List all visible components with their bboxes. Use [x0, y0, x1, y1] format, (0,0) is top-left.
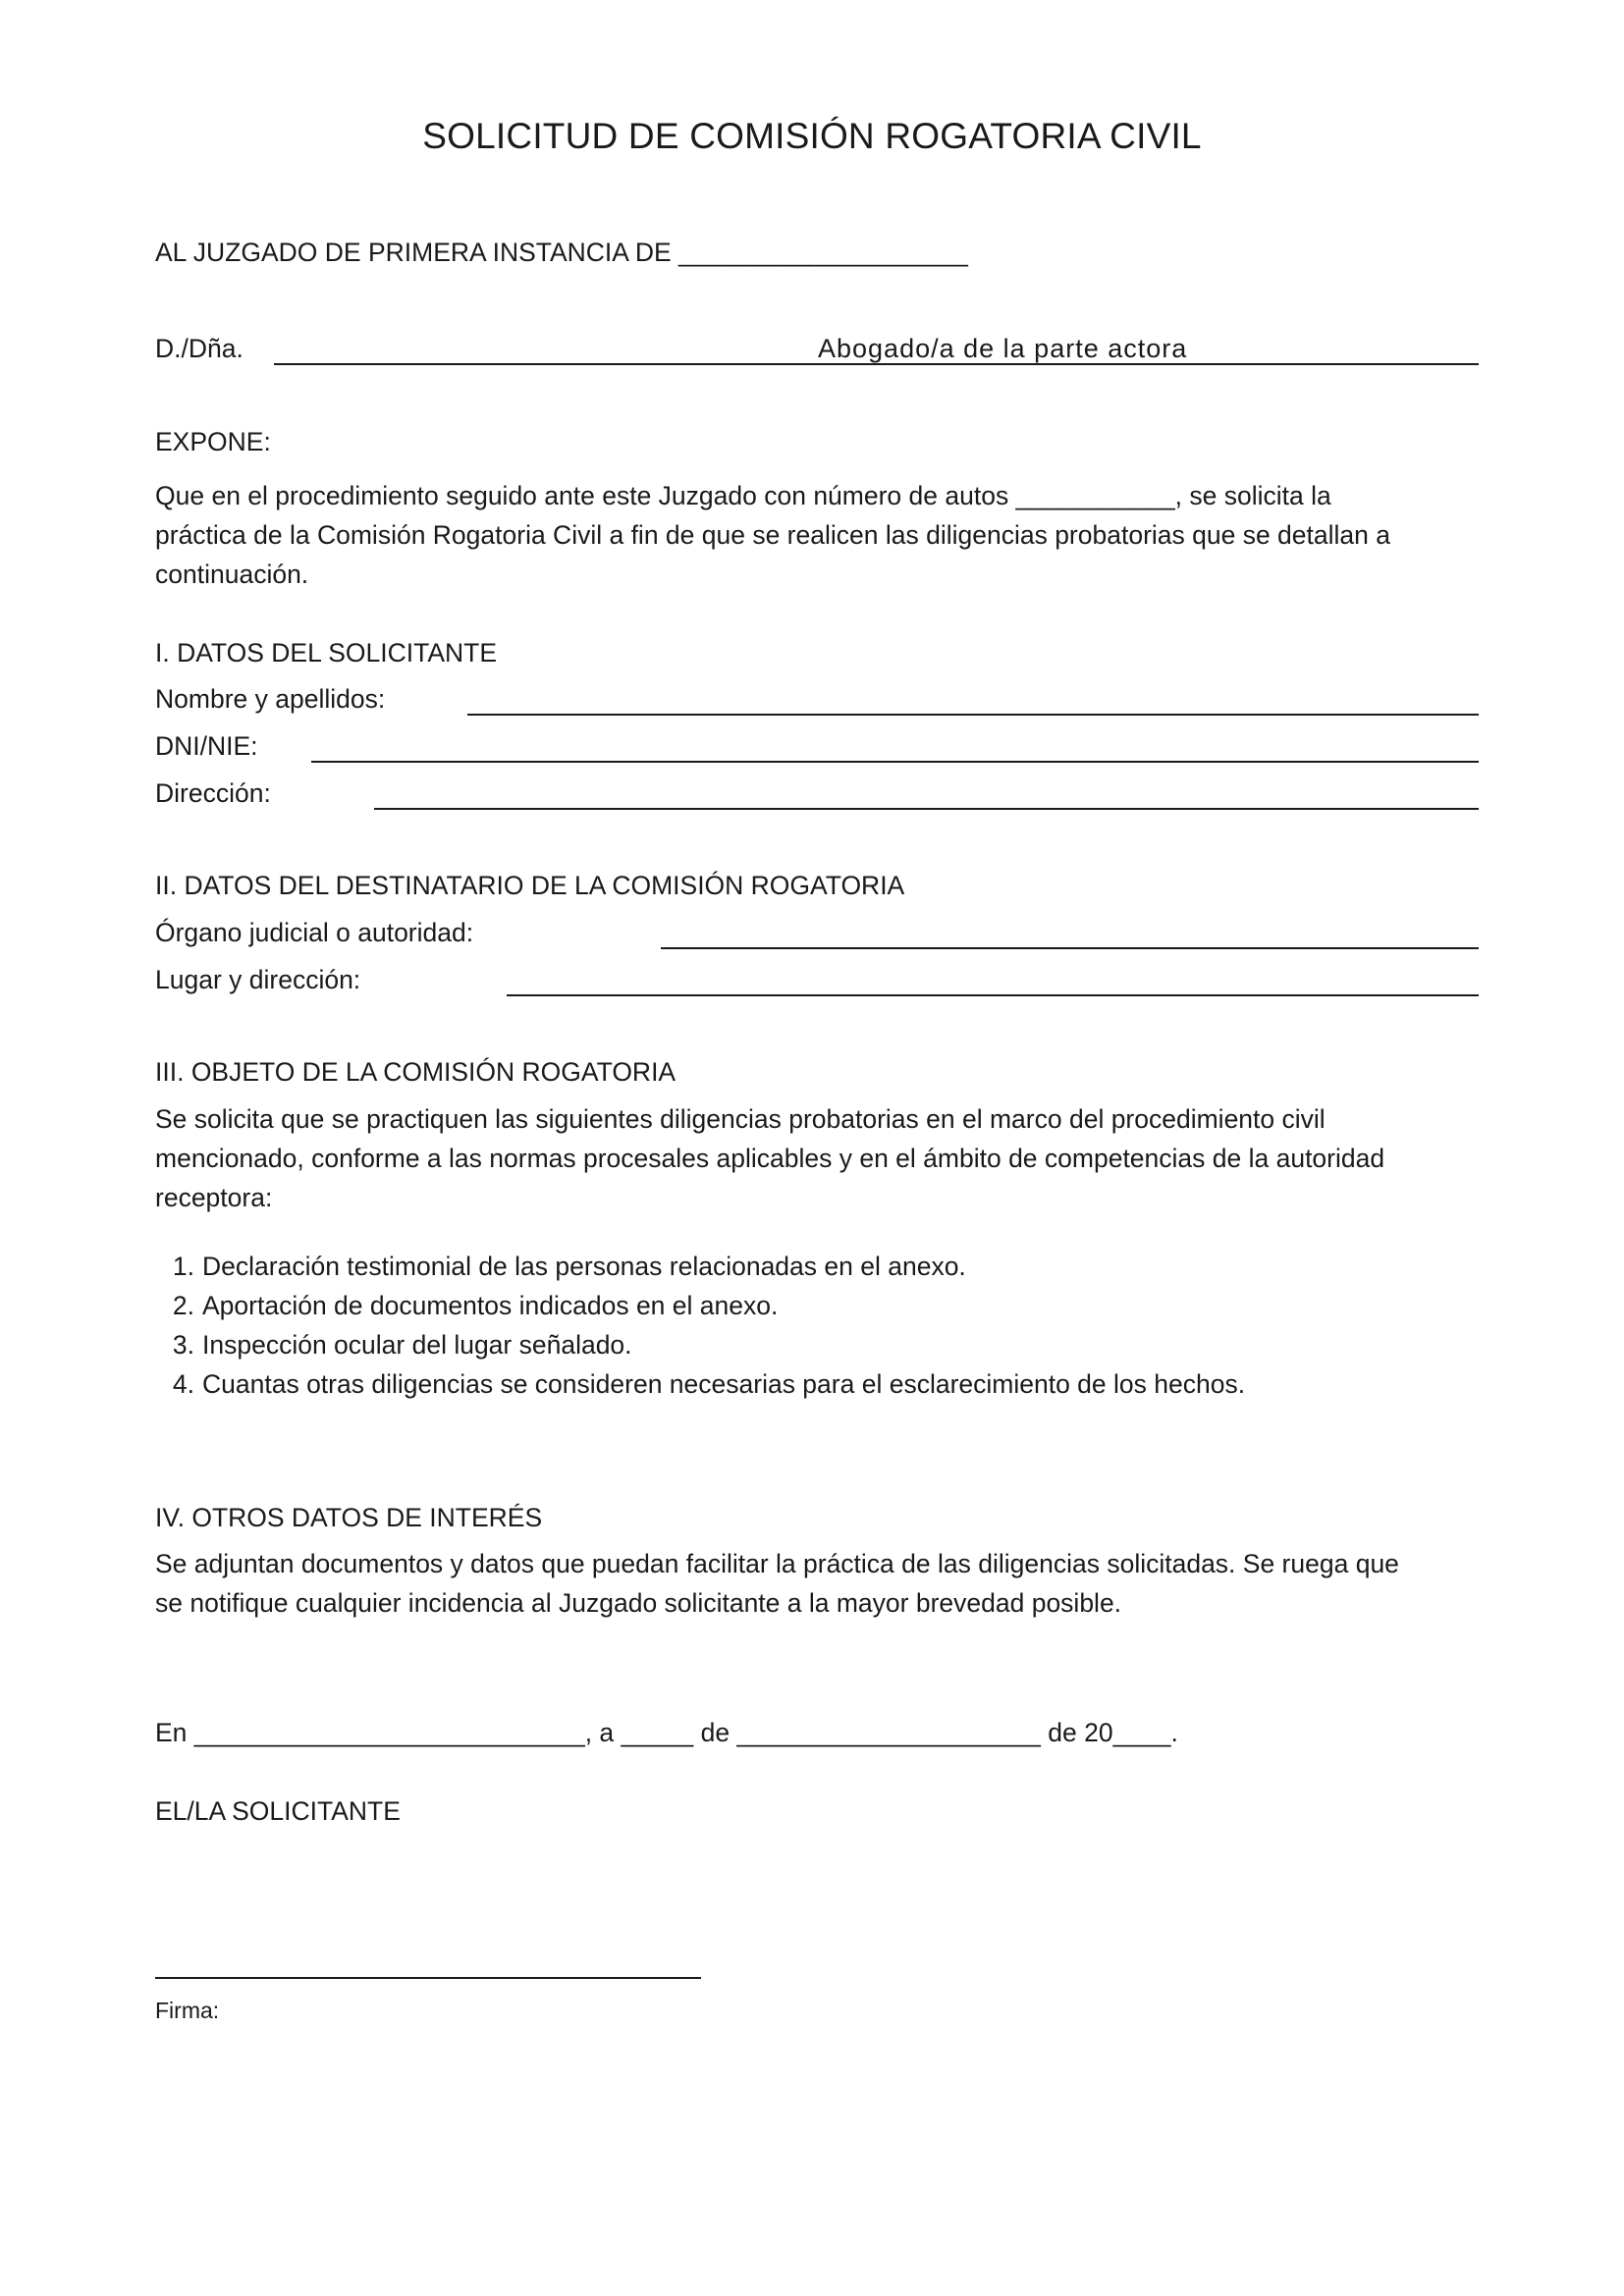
- signer-heading: EL/LA SOLICITANTE: [155, 1796, 401, 1826]
- diligences-list: [155, 1247, 1245, 1404]
- list-item: [155, 1364, 1245, 1404]
- section-1-heading: I. DATOS DEL SOLICITANTE: [155, 638, 498, 667]
- list-item-text: Aportación de documentos indicados en el anexo.: [202, 1291, 779, 1320]
- list-item-number: 3.: [172, 1330, 194, 1360]
- field-line-name[interactable]: [467, 714, 1479, 716]
- list-item: [155, 1286, 1245, 1325]
- field-label-address: Dirección:: [155, 778, 271, 808]
- court-line: AL JUZGADO DE PRIMERA INSTANCIA DE ____________________: [155, 238, 968, 267]
- document-title: SOLICITUD DE COMISIÓN ROGATORIA CIVIL: [422, 116, 1202, 156]
- list-item-text: Inspección ocular del lugar señalado.: [202, 1330, 632, 1360]
- expone-line-3: continuación.: [155, 560, 309, 589]
- field-line-dni[interactable]: [311, 761, 1479, 763]
- section-3-line-1: Se solicita que se practiquen las siguientes diligencias probatorias en el marco del procedimiento civil: [155, 1104, 1326, 1134]
- list-item-text: Declaración testimonial de las personas relacionadas en el anexo.: [202, 1252, 966, 1281]
- field-line-authority[interactable]: [661, 947, 1479, 949]
- signature-label: Firma:: [155, 1998, 220, 2023]
- list-item-number: 2.: [172, 1291, 194, 1320]
- list-item: [155, 1325, 1245, 1364]
- field-line-place[interactable]: [507, 994, 1479, 996]
- expone-line-1: Que en el procedimiento seguido ante este Juzgado con número de autos ___________, se solicita la: [155, 481, 1331, 510]
- section-4-line-2: se notifique cualquier incidencia al Juzgado solicitante a la mayor brevedad posible.: [155, 1588, 1122, 1618]
- section-2-heading: II. DATOS DEL DESTINATARIO DE LA COMISIÓN ROGATORIA: [155, 871, 905, 900]
- attorney-role: Abogado/a de la parte actora: [818, 334, 1188, 363]
- list-item-number: 1.: [172, 1252, 194, 1281]
- attorney-prefix: D./Dña.: [155, 334, 244, 363]
- section-3-line-2: mencionado, conforme a las normas procesales aplicables y en el ámbito de competencias de la autoridad: [155, 1144, 1385, 1173]
- expone-heading: EXPONE:: [155, 427, 271, 456]
- section-4-line-1: Se adjuntan documentos y datos que puedan facilitar la práctica de las diligencias solicitadas. Se ruega que: [155, 1549, 1399, 1578]
- field-label-authority: Órgano judicial o autoridad:: [155, 918, 474, 947]
- list-item: [155, 1247, 1245, 1286]
- expone-line-2: práctica de la Comisión Rogatoria Civil a fin de que se realicen las diligencias probatorias que se detallan a: [155, 520, 1390, 550]
- signature-line[interactable]: [155, 1977, 701, 1979]
- section-3-line-3: receptora:: [155, 1183, 273, 1212]
- field-label-place: Lugar y dirección:: [155, 965, 361, 994]
- field-line-address[interactable]: [374, 808, 1479, 810]
- field-label-dni: DNI/NIE:: [155, 731, 258, 761]
- field-label-name: Nombre y apellidos:: [155, 684, 386, 714]
- section-3-heading: III. OBJETO DE LA COMISIÓN ROGATORIA: [155, 1057, 677, 1087]
- list-item-text: Cuantas otras diligencias se consideren necesarias para el esclarecimiento de los hechos.: [202, 1369, 1246, 1399]
- list-item-number: 4.: [172, 1369, 194, 1399]
- date-place-line: En ___________________________, a _____ de _____________________ de 20____.: [155, 1718, 1178, 1747]
- section-4-heading: IV. OTROS DATOS DE INTERÉS: [155, 1503, 543, 1532]
